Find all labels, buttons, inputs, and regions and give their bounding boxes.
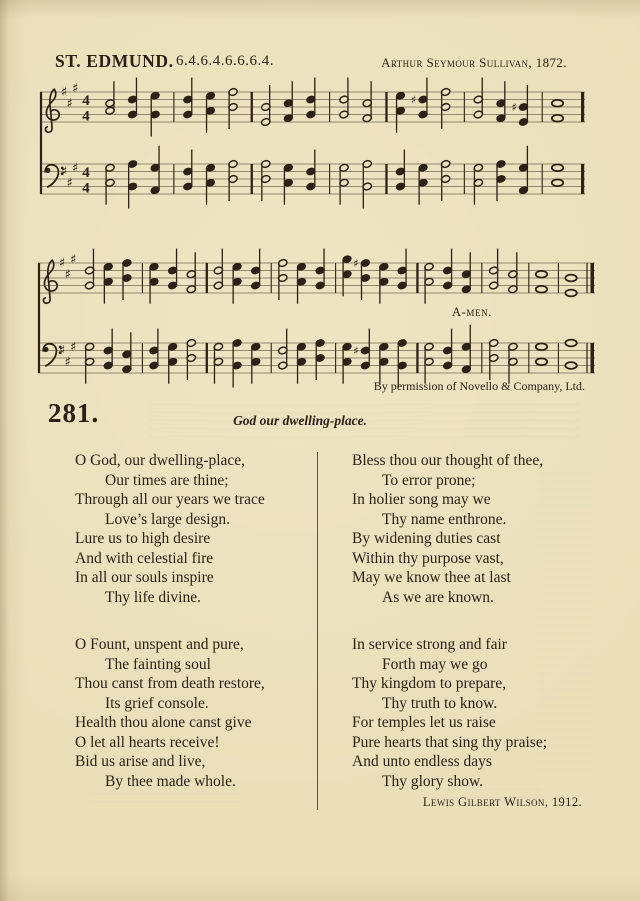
hymn-line: Thy truth to know. <box>382 694 498 712</box>
hymn-line: Thy glory show. <box>382 772 484 790</box>
whole-note <box>552 100 563 107</box>
key-signature-sharp-icon: ♯ <box>70 339 77 355</box>
key-signature-sharp-icon: ♯ <box>72 160 79 176</box>
hymn-text-column-left <box>75 451 317 819</box>
hymn-line: The fainting soul <box>105 655 211 673</box>
stanza <box>75 635 317 791</box>
time-signature: 4 <box>82 108 90 125</box>
hymn-subtitle: God our dwelling-place. <box>233 413 367 428</box>
key-signature-sharp-icon: ♯ <box>58 256 66 271</box>
key-signature-sharp-icon: ♯ <box>58 343 66 359</box>
key-signature-sharp-icon: ♯ <box>60 164 68 180</box>
hymn-line: Our times are thine; <box>105 471 229 489</box>
hymn-line: O let all hearts receive! <box>75 733 220 751</box>
whole-note <box>565 275 576 282</box>
hymn-line: Thou canst from death restore, <box>75 675 265 692</box>
hymn-line: In all our souls inspire <box>75 569 214 586</box>
hymn-line: Through all our years we trace <box>75 491 265 508</box>
hymn-line: In holier song may we <box>352 491 491 508</box>
whole-note <box>536 358 547 365</box>
hymn-line: As we are known. <box>382 588 494 606</box>
sharp-accidental-icon: ♯ <box>410 93 417 107</box>
hymn-line: Within thy purpose vast, <box>352 549 504 567</box>
hymn-line: Health thou alone canst give <box>75 714 252 731</box>
hymn-line: Lure us to high desire <box>75 530 211 547</box>
hymn-line: Thy name enthrone. <box>382 510 507 528</box>
hymn-line: Bid us arise and live, <box>75 753 206 770</box>
hymn-line: Thy kingdom to prepare, <box>352 675 507 692</box>
hymn-line: And with celestial fire <box>75 549 214 567</box>
hymn-line: Its grief console. <box>105 694 209 712</box>
whole-note <box>552 179 563 186</box>
whole-note <box>565 290 576 297</box>
music-system-2 <box>38 250 595 378</box>
key-signature-sharp-icon: ♯ <box>66 175 73 191</box>
time-signature: 4 <box>82 93 90 109</box>
key-signature-sharp-icon: ♯ <box>70 252 77 268</box>
amen-label: A-men. <box>452 305 492 319</box>
whole-note <box>565 362 576 369</box>
whole-note <box>536 343 547 350</box>
treble-clef-icon <box>45 89 59 132</box>
key-signature-sharp-icon: ♯ <box>60 85 68 100</box>
hymn-line: May we know thee at last <box>352 569 511 586</box>
whole-note <box>552 115 563 122</box>
hymn-line: Pure hearts that sing thy praise; <box>352 733 547 751</box>
composer-credit: Arthur Seymour Sullivan, 1872. <box>381 55 567 70</box>
hymn-line: Love’s large design. <box>105 510 230 528</box>
tune-meter: 6.4.6.4.6.6.6.4. <box>176 53 274 69</box>
stanza <box>352 635 584 791</box>
time-signature: 4 <box>82 165 90 181</box>
hymn-line: In service strong and fair <box>352 636 507 653</box>
hymn-line: By thee made whole. <box>105 772 236 790</box>
author-credit: Lewis Gilbert Wilson, 1912. <box>422 795 582 809</box>
sharp-accidental-icon: ♯ <box>353 344 359 358</box>
sharp-accidental-icon: ♯ <box>353 256 359 270</box>
whole-note <box>536 286 547 293</box>
hymn-line: O God, our dwelling-place, <box>75 452 246 469</box>
score-staff-svg <box>40 80 585 206</box>
whole-note <box>552 164 563 171</box>
score-staff-svg <box>38 250 595 378</box>
tune-title: ST. EDMUND. <box>55 51 174 71</box>
key-signature-sharp-icon: ♯ <box>72 81 79 97</box>
time-signature: 4 <box>82 180 90 197</box>
permission-note: By permission of Novello & Company, Ltd. <box>373 379 585 393</box>
key-signature-sharp-icon: ♯ <box>66 96 73 112</box>
music-system-1 <box>40 80 585 206</box>
treble-clef-icon <box>43 260 57 303</box>
whole-note <box>536 271 547 278</box>
hymn-line: By widening duties cast <box>352 530 501 547</box>
sharp-accidental-icon: ♯ <box>511 100 517 114</box>
key-signature-sharp-icon: ♯ <box>64 354 71 370</box>
whole-note <box>565 340 576 347</box>
stanza <box>352 451 584 607</box>
hymn-line: Thy life divine. <box>105 588 201 606</box>
stanza <box>75 451 317 607</box>
key-signature-sharp-icon: ♯ <box>64 267 71 283</box>
hymn-line: Bless thou our thought of thee, <box>352 452 544 469</box>
hymn-number: 281. <box>48 398 100 428</box>
hymn-text-column-right <box>352 451 584 819</box>
hymn-line: Forth may we go <box>382 655 488 673</box>
hymn-line: For temples let us raise <box>352 714 496 731</box>
hymn-line: O Fount, unspent and pure, <box>75 636 244 653</box>
hymn-line: And unto endless days <box>352 753 492 770</box>
hymn-line: To error prone; <box>382 471 476 489</box>
column-divider <box>317 452 318 810</box>
